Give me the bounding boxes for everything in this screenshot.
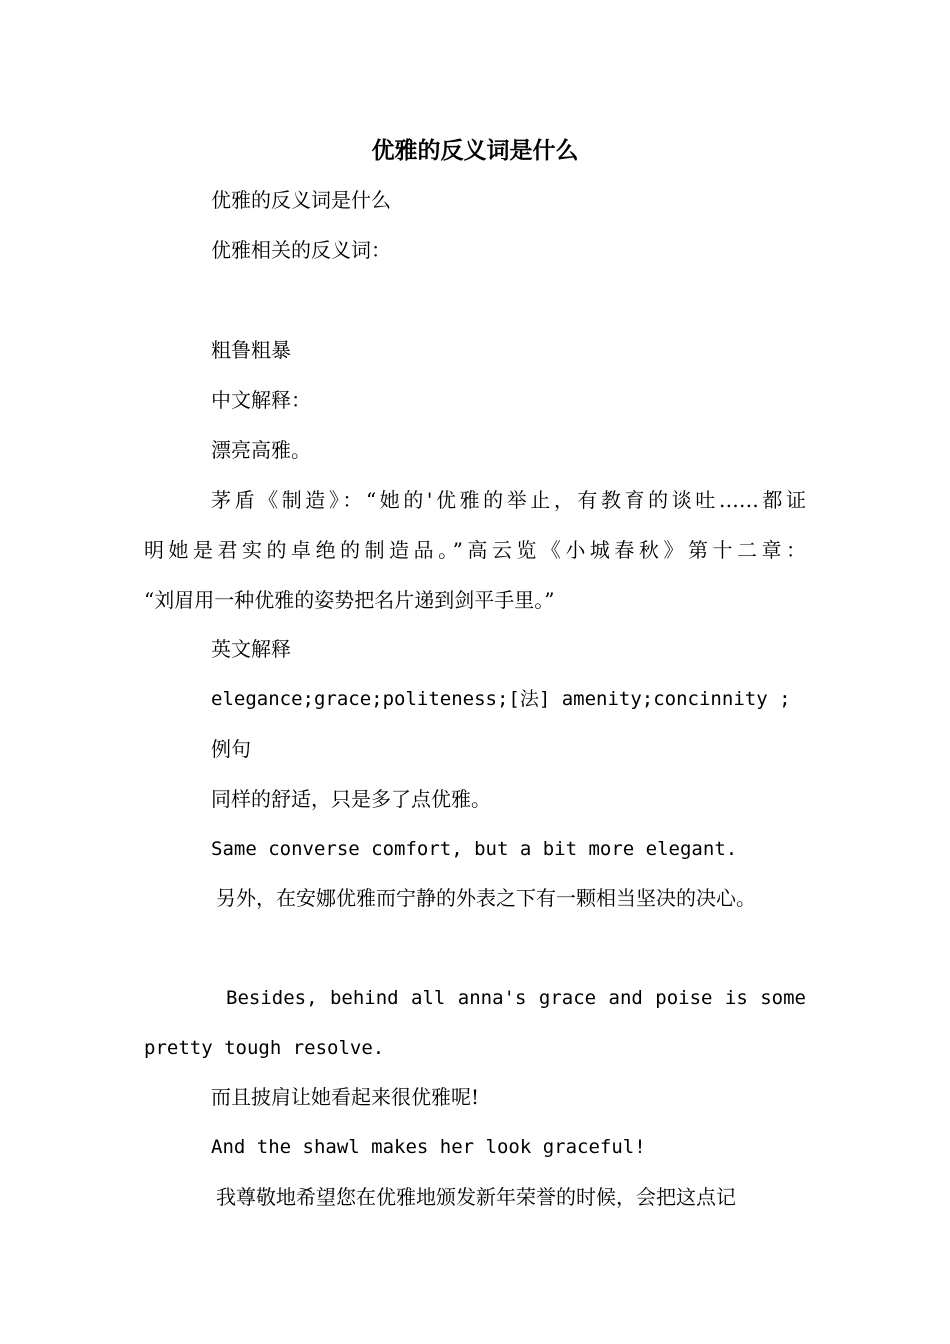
example-3-chinese: 而且披肩让她看起来很优雅呢! [211,1085,480,1109]
chinese-explanation-label: 中文解释： [211,388,311,412]
citation-line-3: “刘眉用一种优雅的姿势把名片递到剑平手里。” [144,588,555,612]
example-3-english: And the shawl makes her look graceful! [211,1136,646,1158]
example-1-chinese: 同样的舒适，只是多了点优雅。 [211,787,491,811]
document-title: 优雅的反义词是什么 [371,137,579,164]
paragraph-heading: 优雅的反义词是什么 [211,188,391,212]
antonym-word: 粗鲁粗暴 [211,338,291,362]
example-2-english-line-1: Besides, behind all anna's grace and poise is some [226,987,806,1009]
paragraph-antonym-intro: 优雅相关的反义词： [211,238,391,262]
example-1-english: Same converse comfort, but a bit more elegant. [211,838,738,860]
citation-line-1: 茅盾《制造》：“她的'优雅的举止，有教育的谈吐……都证 [211,488,806,512]
example-2-english-line-2: pretty tough resolve. [144,1037,385,1059]
citation-line-2: 明她是君实的卓绝的制造品。”高云览《小城春秋》第十二章： [144,538,806,562]
example-4-chinese: 我尊敬地希望您在优雅地颁发新年荣誉的时候，会把这点记 [216,1185,736,1209]
english-explanation-text: elegance;grace;politeness;[法] amenity;concinnity ; [211,688,791,710]
example-2-chinese: 另外，在安娜优雅而宁静的外表之下有一颗相当坚决的决心。 [216,886,756,910]
example-label: 例句 [211,737,251,761]
english-explanation-label: 英文解释 [211,637,291,661]
chinese-explanation-text: 漂亮高雅。 [211,438,311,462]
